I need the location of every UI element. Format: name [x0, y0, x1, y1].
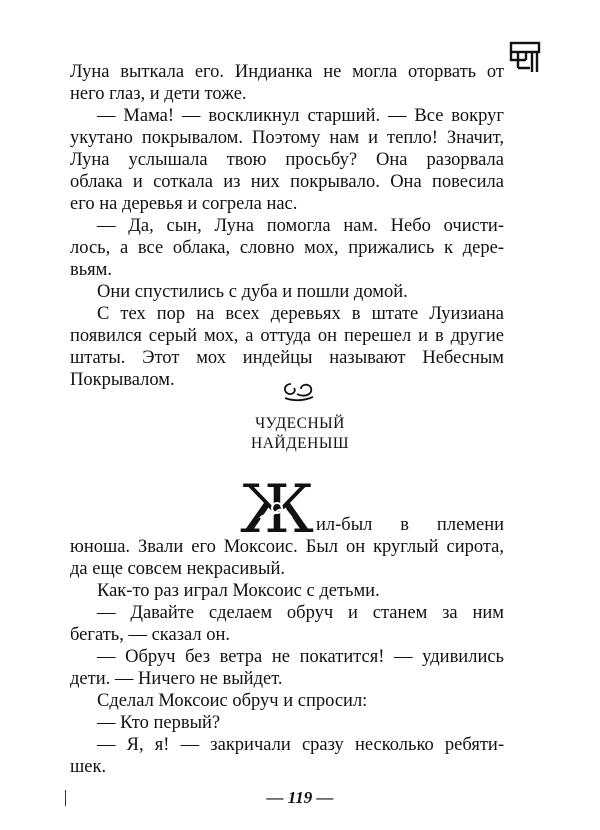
text-line: — Давайте сделаем обруч и станем за ним [97, 603, 504, 623]
text-line: вьям. [70, 260, 113, 280]
text-line: — Кто первый? [97, 713, 221, 733]
text-line: С тех пор на всех деревьях в штате Луизиана [97, 304, 504, 324]
text-line: облака и соткала из них покрывало. Она повесила [70, 172, 504, 192]
page-number: — 119 — [266, 788, 334, 807]
text-line: Как-то раз играл Моксоис с детьми. [97, 581, 380, 601]
text-line: лось, а все облака, словно мох, прижались к дере- [70, 238, 504, 258]
text-line: юноша. Звали его Моксоис. Был он круглый сирота, [70, 537, 504, 557]
text-line: Покрывалом. [70, 370, 175, 390]
text-line: Луна услышала твою просьбу? Она разорвала [70, 150, 504, 170]
text-line: — Да, сын, Луна помогла нам. Небо очисти- [97, 216, 504, 236]
text-line: ил-был в племени [316, 515, 504, 535]
text-line: штаты. Этот мох индейцы называют Небесным [70, 348, 504, 368]
text-line: да еще совсем некрасивый. [70, 559, 285, 579]
story-title-line: ЧУДЕСНЫЙ [255, 415, 345, 432]
decorative-drop-cap [240, 478, 314, 538]
text-line: — Обруч без ветра не покатится! — удивились [97, 647, 504, 667]
text-line: — Я, я! — закричали сразу несколько ребяти- [97, 735, 504, 755]
text-line: Луна выткала его. Индианка не могла оторвать от [70, 62, 504, 82]
text-line: появился серый мох, а оттуда он перешел и в другие [70, 326, 504, 346]
text-line: шек. [70, 757, 107, 777]
text-line: него глаз, и дети тоже. [70, 84, 247, 104]
section-divider-icon [277, 378, 321, 404]
svg-text:Ж: Ж [240, 478, 314, 538]
text-line: Они спустились с дуба и пошли домой. [97, 282, 408, 302]
margin-mark [65, 790, 66, 806]
text-line: бегать, — сказал он. [70, 625, 231, 645]
text-line: укутано покрывалом. Поэтому нам и тепло! Значит, [70, 128, 504, 148]
text-line: дети. — Ничего не выйдет. [70, 669, 283, 689]
text-line: Сделал Моксоис обруч и спросил: [97, 691, 368, 711]
corner-ornament-icon [506, 40, 546, 74]
text-line: его на деревья и согрела нас. [70, 194, 298, 214]
story-title-line: НАЙДЕНЫШ [251, 435, 349, 452]
text-line: — Мама! — воскликнул старший. — Все вокруг [97, 106, 504, 126]
